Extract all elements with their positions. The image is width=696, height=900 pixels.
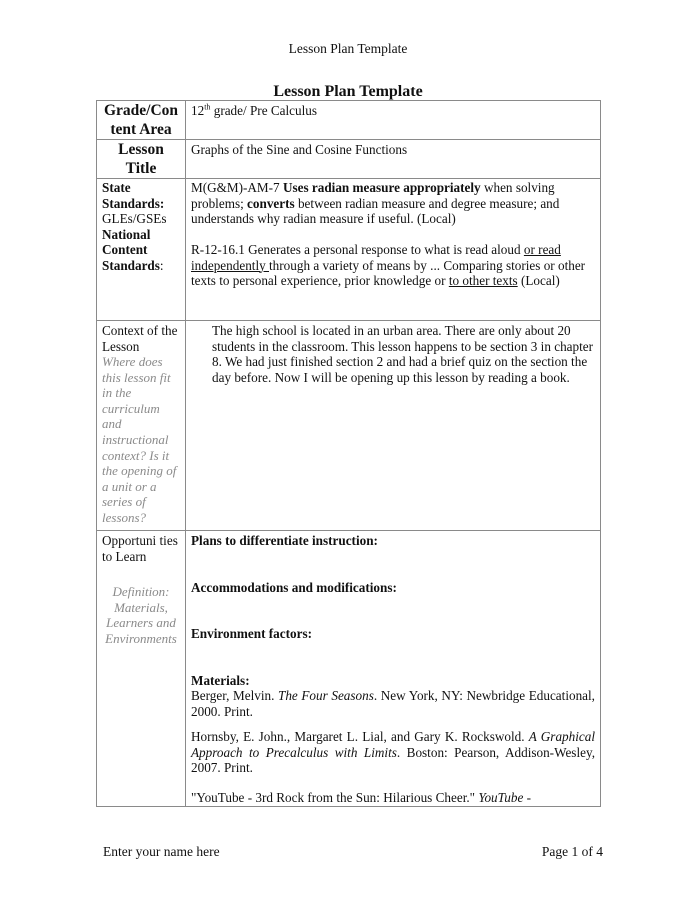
reference-item [191, 729, 595, 776]
std2-underline2: to other texts [448, 273, 518, 288]
row-grade [97, 101, 601, 140]
grade-label: Grade/Con tent Area [97, 101, 186, 140]
row-lesson-title [97, 140, 601, 179]
grade-value [186, 101, 601, 140]
opportunities-label: Opportuni ties to Learn [102, 533, 178, 564]
ref-text: . Boston: Pearson, Addison-Wesley, 2007. Print. [191, 744, 595, 775]
ref-text: "YouTube - 3rd Rock from the Sun: Hilarious Cheer." [191, 789, 479, 805]
reference-item [191, 688, 595, 719]
environment-heading: Environment factors: [191, 626, 312, 641]
std1-text2: between radian measure and degree measure; and understands why radian measure if useful. (Local) [191, 195, 560, 226]
std2-text3: (Local) [517, 273, 560, 288]
std1-code: M(G&M)-AM-7 [191, 180, 283, 195]
opportunities-hint: Definition: Materials, Learners and Environments [105, 584, 177, 646]
grade-suffix: th [204, 102, 211, 112]
ref-title: The Four Seasons [278, 688, 374, 703]
materials-heading: Materials: [191, 672, 250, 688]
state-standards-label: State Standards: [102, 180, 165, 211]
context-hint: Where does this lesson fit in the curriculum and instructional context? Is it the opening of a unit or a series of lessons? [102, 354, 177, 525]
standards-word: Standards [102, 257, 160, 273]
lesson-title-label: Lesson Title [97, 140, 186, 179]
ref-text: Berger, Melvin. [191, 688, 278, 703]
standards-value [186, 179, 601, 321]
std2-text1: R-12-16.1 Generates a personal response to what is read aloud [191, 242, 524, 257]
opportunities-label-cell [97, 531, 186, 807]
footer-author: Enter your name here [103, 844, 220, 859]
std1-text1: when solving problems; [191, 180, 555, 211]
ref-text: Hornsby, E. John., Margaret L. Lial, and Gary K. Rockswold. [191, 729, 529, 744]
standards-colon: : [159, 257, 164, 273]
footer-page-number: Page 1 of 4 [541, 844, 603, 859]
context-value: The high school is located in an urban area. There are only about 20 students in the classroom. This lesson happens to be section 3 in chapter 8. We had just finished section 2 and had a brief quiz on the section the day before. Now I will be opening up this lesson by reading a book. [186, 321, 601, 531]
plans-heading: Plans to differentiate instruction: [191, 533, 378, 548]
standard-math [191, 180, 595, 227]
standards-label [97, 179, 186, 321]
opportunities-value [186, 531, 601, 807]
context-label-cell [97, 321, 186, 531]
lesson-title-value: Graphs of the Sine and Cosine Functions [186, 140, 601, 179]
std2-text2: through a variety of means by ... Comparing stories or other texts to personal experience, prior knowledge or [191, 257, 586, 288]
lesson-plan-table [96, 100, 601, 807]
row-standards [97, 179, 601, 321]
document-title: Lesson Plan Template [273, 83, 423, 100]
standard-reading [191, 242, 595, 289]
page-header: Lesson Plan Template [288, 41, 408, 56]
gles-label: GLEs/GSEs [102, 211, 167, 226]
national-content-label: National Content [102, 226, 151, 257]
context-label: Context of the Lesson [102, 323, 178, 354]
row-opportunities [97, 531, 601, 807]
ref-text: . New York, NY: Newbridge Educational, 2000. Print. [191, 688, 595, 719]
row-context [97, 321, 601, 531]
accommodations-heading: Accommodations and modifications: [191, 579, 397, 595]
std2-underline1: or read independently [191, 242, 561, 273]
ref-title: YouTube - [478, 789, 531, 805]
std1-bold2: converts [247, 195, 295, 211]
standards-sublabel [102, 258, 180, 274]
grade-number: 12 [191, 103, 205, 118]
grade-subject: grade/ Pre Calculus [210, 103, 317, 118]
std1-bold1: Uses radian measure appropriately [282, 180, 481, 195]
ref-title: A Graphical Approach to Precalculus with Limits [191, 729, 595, 760]
reference-item [191, 790, 595, 806]
